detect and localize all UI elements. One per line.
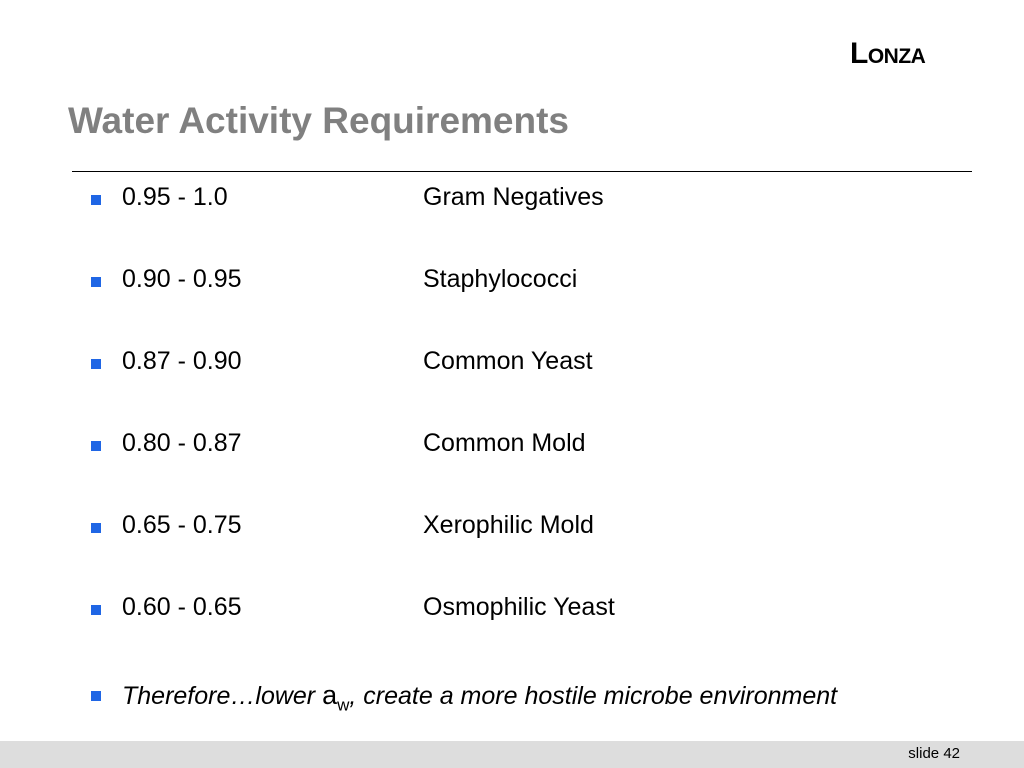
list-item — [88, 590, 948, 672]
lonza-logo: Lonza — [850, 37, 926, 70]
square-bullet-icon — [91, 605, 101, 615]
list-item — [88, 262, 948, 344]
square-bullet-icon — [91, 195, 101, 205]
water-activity-range: 0.87 - 0.90 — [122, 347, 242, 375]
water-activity-range: 0.60 - 0.65 — [122, 593, 242, 621]
water-activity-range: 0.65 - 0.75 — [122, 511, 242, 539]
organism-name: Staphylococci — [423, 265, 578, 293]
conclusion-text — [122, 678, 842, 722]
title-divider — [72, 171, 972, 172]
square-bullet-icon — [91, 441, 101, 451]
aw-subscript: w — [337, 695, 350, 715]
organism-name: Common Mold — [423, 429, 586, 457]
square-bullet-icon — [91, 691, 101, 701]
aw-symbol: a — [322, 680, 338, 710]
square-bullet-icon — [91, 523, 101, 533]
organism-name: Gram Negatives — [423, 183, 604, 211]
slide-title: Water Activity Requirements — [68, 100, 569, 141]
water-activity-range: 0.95 - 1.0 — [122, 183, 228, 211]
square-bullet-icon — [91, 277, 101, 287]
square-bullet-icon — [91, 359, 101, 369]
footer-bar — [0, 741, 1024, 768]
organism-name: Common Yeast — [423, 347, 593, 375]
water-activity-symbol — [322, 680, 350, 715]
list-item — [88, 344, 948, 426]
list-item — [88, 426, 948, 508]
note-prefix: Therefore…lower — [122, 682, 323, 710]
organism-name: Xerophilic Mold — [423, 511, 594, 539]
list-item — [88, 508, 948, 590]
water-activity-range: 0.90 - 0.95 — [122, 265, 242, 293]
water-activity-range: 0.80 - 0.87 — [122, 429, 242, 457]
note-suffix: , create a more hostile microbe environment — [349, 682, 838, 710]
organism-name: Osmophilic Yeast — [423, 593, 615, 621]
list-item — [88, 180, 948, 262]
water-activity-list — [88, 180, 948, 672]
slide-number: slide 42 — [908, 745, 960, 762]
